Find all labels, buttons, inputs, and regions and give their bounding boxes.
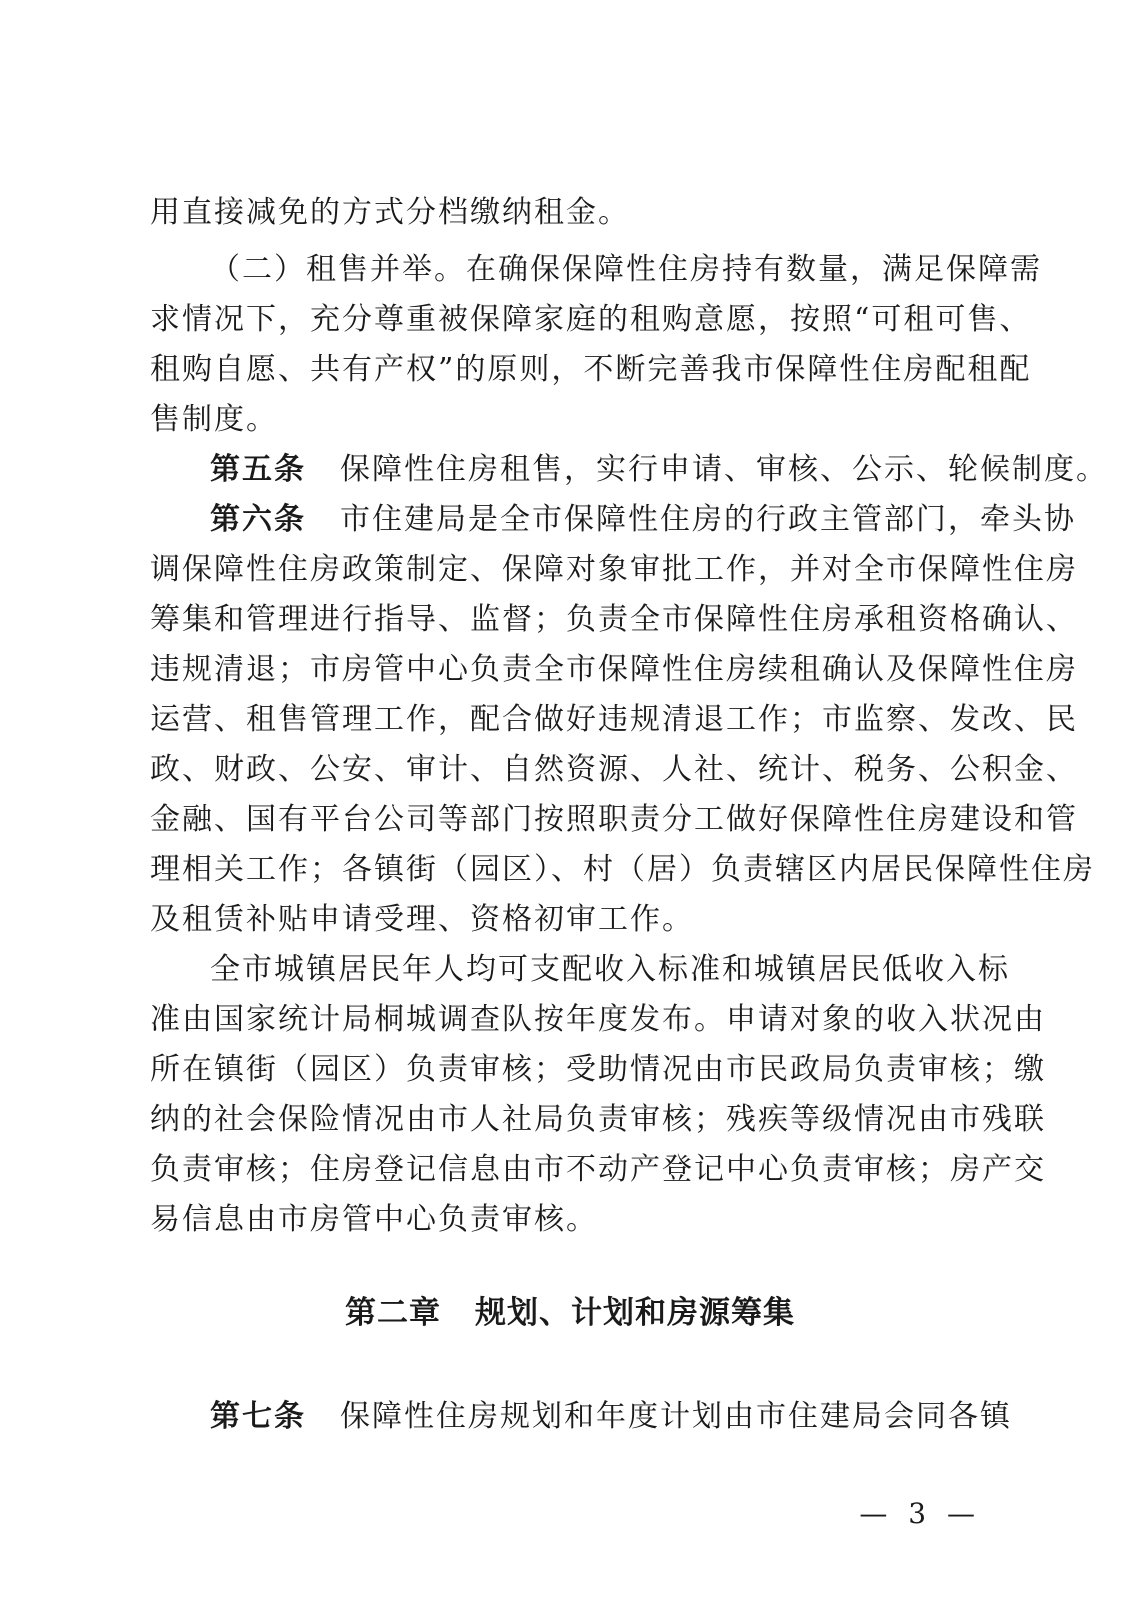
- text-line: 筹集和管理进行指导、监督；负责全市保障性住房承租资格确认、: [150, 602, 1078, 637]
- article-label: 第七条: [210, 1399, 306, 1434]
- page-number: — 3 —: [859, 1497, 981, 1530]
- text-line: 易信息由市房管中心负责审核。: [150, 1202, 598, 1237]
- text-line: 调保障性住房政策制定、保障对象审批工作，并对全市保障性住房: [150, 552, 1078, 587]
- text-line: 违规清退；市房管中心负责全市保障性住房续租确认及保障性住房: [150, 652, 1078, 687]
- article-6: [210, 500, 1076, 540]
- text-line: 租购自愿、共有产权”的原则，不断完善我市保障性住房配租配: [150, 352, 1032, 387]
- text-line: 纳的社会保险情况由市人社局负责审核；残疾等级情况由市残联: [150, 1102, 1046, 1137]
- text-line: 售制度。: [150, 402, 278, 437]
- article-text: 保障性住房租售，实行申请、审核、公示、轮候制度。: [340, 452, 1108, 487]
- article-label: 第六条: [210, 502, 306, 537]
- article-text: 保障性住房规划和年度计划由市住建局会同各镇: [340, 1399, 1012, 1434]
- text-line: 金融、国有平台公司等部门按照职责分工做好保障性住房建设和管: [150, 802, 1078, 837]
- text-line: 准由国家统计局桐城调查队按年度发布。申请对象的收入状况由: [150, 1002, 1046, 1037]
- text-line: 政、财政、公安、审计、自然资源、人社、统计、税务、公积金、: [150, 752, 1078, 787]
- text-line: 所在镇街（园区）负责审核；受助情况由市民政局负责审核；缴: [150, 1052, 1046, 1087]
- chapter-number: 第二章: [345, 1295, 441, 1331]
- text-line: 及租赁补贴申请受理、资格初审工作。: [150, 902, 694, 937]
- text-line: 负责审核；住房登记信息由市不动产登记中心负责审核；房产交: [150, 1152, 1046, 1187]
- chapter-heading: [150, 1293, 990, 1333]
- chapter-title: 规划、计划和房源筹集: [475, 1295, 795, 1331]
- text-line: 求情况下，充分尊重被保障家庭的租购意愿，按照“可租可售、: [150, 302, 1032, 337]
- article-7: [210, 1397, 1012, 1437]
- text-line: 运营、租售管理工作，配合做好违规清退工作；市监察、发改、民: [150, 702, 1078, 737]
- text-line: 用直接减免的方式分档缴纳租金。: [150, 195, 630, 230]
- text-line: （二）租售并举。在确保保障性住房持有数量，满足保障需: [210, 252, 1042, 287]
- text-line: 全市城镇居民年人均可支配收入标准和城镇居民低收入标: [210, 952, 1010, 987]
- article-label: 第五条: [210, 452, 306, 487]
- article-5: [210, 450, 1108, 490]
- article-text: 市住建局是全市保障性住房的行政主管部门，牵头协: [340, 502, 1076, 537]
- text-line: 理相关工作；各镇街（园区）、村（居）负责辖区内居民保障性住房: [150, 852, 1095, 887]
